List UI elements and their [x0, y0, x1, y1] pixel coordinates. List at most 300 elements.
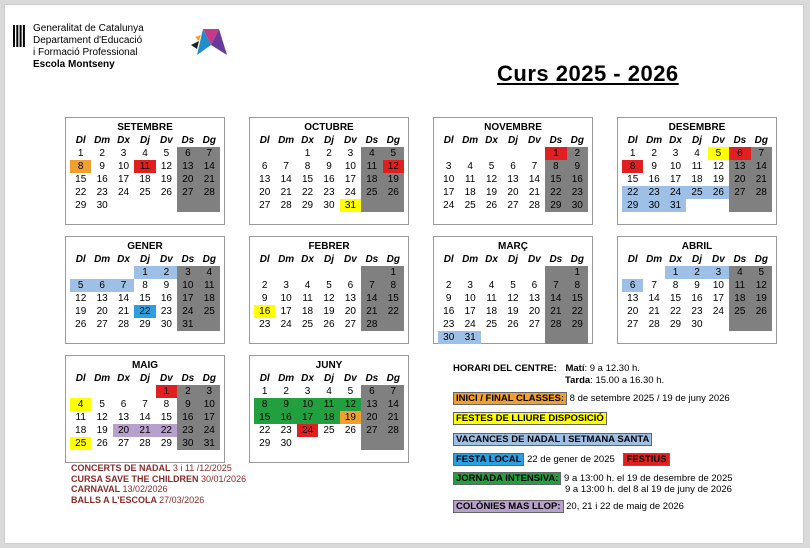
day-cell: 16 [177, 411, 198, 424]
day-cell: 23 [259, 319, 271, 330]
day-cell: 21 [648, 306, 660, 317]
day-cell: 27 [177, 186, 198, 199]
empty-cell [297, 437, 318, 450]
day-cell: 22 [134, 305, 155, 318]
day-cell: 11 [318, 398, 339, 411]
weekday-header: Dx [669, 135, 682, 146]
day-cell: 7 [199, 147, 220, 160]
legend-vacances: VACANCES DE NADAL I SETMANA SANTA [453, 434, 652, 445]
gencat-logo-icon [13, 25, 25, 47]
empty-cell [254, 147, 275, 160]
day-cell: 25 [486, 319, 498, 330]
day-cell: 1 [665, 266, 686, 279]
day-cell: 28 [648, 319, 660, 330]
day-cell: 17 [297, 411, 318, 424]
day-cell: 18 [318, 411, 339, 424]
weekday-header: Dl [443, 254, 454, 265]
day-cell: 20 [177, 173, 198, 186]
day-cell: 14 [545, 292, 566, 305]
day-cell: 3 [304, 386, 311, 397]
weekday-header: Dg [386, 135, 400, 146]
day-cell: 29 [670, 319, 682, 330]
day-cell: 8 [304, 161, 311, 172]
day-cell: 28 [361, 318, 382, 331]
day-cell: 11 [302, 293, 313, 304]
day-cell: 21 [545, 305, 566, 318]
day-cell: 1 [134, 266, 155, 279]
weekday-header: Dm [278, 373, 295, 384]
day-cell: 2 [651, 148, 657, 159]
legend-tarda: Tarda: 15.00 a 16.30 h. [565, 375, 665, 386]
weekday-header: Dj [691, 135, 702, 146]
day-cell: 1 [383, 266, 404, 279]
empty-cell [275, 147, 296, 160]
empty-cell [113, 266, 134, 279]
day-cell: 27 [118, 438, 130, 449]
empty-cell [383, 199, 404, 212]
day-cell: 9 [445, 293, 452, 304]
day-cell: 13 [361, 398, 382, 411]
day-cell: 14 [383, 398, 404, 411]
weekday-header: Dx [301, 373, 314, 384]
day-cell: 10 [344, 161, 356, 172]
legend-lliure-disposicio: FESTES DE LLIURE DISPOSICIÓ [453, 413, 607, 424]
weekday-header: Dm [278, 135, 295, 146]
day-cell: 8 [545, 160, 566, 173]
day-cell: 12 [507, 293, 519, 304]
day-cell: 4 [729, 266, 750, 279]
weekday-header: Dv [712, 254, 725, 265]
day-cell: 24 [177, 305, 198, 318]
month-desembre [617, 117, 777, 225]
day-cell: 15 [302, 174, 314, 185]
weekday-header: Dl [259, 254, 270, 265]
day-cell: 12 [486, 174, 498, 185]
day-cell: 28 [528, 200, 540, 211]
empty-cell [686, 199, 707, 212]
day-cell: 5 [510, 280, 516, 291]
weekday-header: Dv [528, 254, 541, 265]
weekday-header: Dg [202, 254, 216, 265]
empty-cell [383, 437, 404, 450]
day-cell: 13 [507, 174, 519, 185]
day-cell: 26 [486, 200, 498, 211]
day-cell: 6 [91, 279, 112, 292]
day-cell: 17 [712, 293, 724, 304]
weekday-header: Dx [117, 373, 130, 384]
day-cell: 3 [120, 148, 127, 159]
day-cell: 23 [443, 319, 455, 330]
day-cell: 1 [304, 148, 311, 159]
day-cell: 5 [383, 147, 404, 160]
day-cell: 25 [139, 187, 151, 198]
day-cell: 9 [326, 161, 332, 172]
day-cell: 18 [729, 292, 750, 305]
day-cell: 30 [323, 200, 335, 211]
empty-cell [113, 199, 134, 212]
day-cell: 19 [160, 174, 172, 185]
day-cell: 28 [139, 438, 151, 449]
day-cell: 22 [259, 425, 271, 436]
weekday-header: Ds [365, 373, 379, 384]
day-cell: 20 [361, 411, 382, 424]
month-febrer [249, 236, 409, 344]
day-cell: 12 [96, 412, 108, 423]
weekday-header: Dx [117, 254, 130, 265]
empty-cell [459, 147, 480, 160]
weekday-header: Ds [733, 135, 747, 146]
weekday-header: Dl [75, 135, 86, 146]
day-cell: 27 [729, 186, 750, 199]
day-cell: 3 [467, 280, 473, 291]
month-days-grid [66, 372, 224, 450]
day-cell: 6 [510, 161, 516, 172]
day-cell: 10 [712, 280, 724, 291]
empty-cell [134, 199, 155, 212]
day-cell: 1 [629, 148, 636, 159]
weekday-header: Dm [646, 135, 663, 146]
day-cell: 24 [118, 187, 130, 198]
day-cell: 21 [751, 173, 772, 186]
day-cell: 11 [464, 174, 476, 185]
month-name: DESEMBRE [668, 122, 726, 133]
month-maig [65, 355, 225, 463]
day-cell: 5 [99, 399, 105, 410]
day-cell: 24 [712, 306, 724, 317]
weekday-header: Dl [259, 135, 270, 146]
month-days-grid [66, 253, 224, 331]
empty-cell [502, 147, 523, 160]
day-cell: 12 [160, 161, 172, 172]
weekday-header: Dl [75, 254, 86, 265]
weekday-header: Ds [181, 135, 195, 146]
day-cell: 5 [708, 147, 729, 160]
day-cell: 24 [280, 319, 292, 330]
day-cell: 25 [70, 437, 91, 450]
weekday-header: Dv [160, 373, 173, 384]
day-cell: 16 [691, 293, 703, 304]
month-name: JUNY [315, 360, 343, 371]
day-cell: 24 [344, 187, 356, 198]
day-cell: 14 [361, 292, 382, 305]
day-cell: 7 [113, 279, 134, 292]
day-cell: 24 [665, 186, 686, 199]
weekday-header: Dv [160, 254, 173, 265]
day-cell: 4 [199, 266, 220, 279]
empty-cell [729, 318, 750, 331]
day-cell: 4 [361, 147, 382, 160]
day-cell: 13 [344, 293, 356, 304]
weekday-header: Dm [94, 373, 111, 384]
day-cell: 25 [199, 305, 220, 318]
day-cell: 10 [280, 293, 292, 304]
day-cell: 2 [99, 148, 105, 159]
day-cell: 15 [254, 411, 275, 424]
day-cell: 29 [545, 199, 566, 212]
day-cell: 29 [302, 200, 314, 211]
month-days-grid [434, 134, 592, 212]
day-cell: 28 [383, 424, 404, 437]
empty-cell [708, 318, 729, 331]
day-cell: 8 [622, 160, 643, 173]
empty-cell [438, 147, 459, 160]
weekday-header: Dm [94, 254, 111, 265]
weekday-header: Dj [323, 135, 334, 146]
weekday-header: Dx [301, 135, 314, 146]
empty-cell [567, 331, 588, 344]
day-cell: 8 [254, 398, 275, 411]
empty-cell [361, 266, 382, 279]
weekday-header: Dg [386, 254, 400, 265]
day-cell: 23 [96, 187, 108, 198]
weekday-header: Dj [691, 254, 702, 265]
day-cell: 31 [459, 331, 480, 344]
day-cell: 7 [283, 161, 289, 172]
day-cell: 3 [283, 280, 289, 291]
day-cell: 18 [302, 306, 314, 317]
day-cell: 8 [70, 160, 91, 173]
empty-cell [643, 266, 664, 279]
day-cell: 11 [199, 279, 220, 292]
day-cell: 12 [75, 293, 87, 304]
day-cell: 5 [70, 279, 91, 292]
day-cell: 18 [199, 292, 220, 305]
day-cell: 10 [199, 398, 220, 411]
day-cell: 9 [567, 160, 588, 173]
month-name: ABRIL [681, 241, 713, 252]
day-cell: 3 [199, 385, 220, 398]
day-cell: 21 [280, 187, 292, 198]
day-cell: 17 [670, 174, 682, 185]
empty-cell [383, 318, 404, 331]
day-cell: 26 [96, 438, 108, 449]
day-cell: 17 [280, 306, 292, 317]
weekday-header: Ds [181, 254, 195, 265]
day-cell: 14 [528, 174, 540, 185]
day-cell: 2 [567, 147, 588, 160]
day-cell: 28 [751, 186, 772, 199]
day-cell: 26 [383, 186, 404, 199]
weekday-header: Dv [528, 135, 541, 146]
school-logo-icon [189, 23, 235, 59]
day-cell: 18 [139, 174, 151, 185]
day-cell: 29 [75, 200, 87, 211]
empty-cell [708, 199, 729, 212]
day-cell: 6 [729, 147, 750, 160]
day-cell: 13 [729, 160, 750, 173]
empty-cell [751, 318, 772, 331]
day-cell: 6 [531, 280, 538, 291]
day-cell: 29 [160, 438, 172, 449]
page-title: Curs 2025 - 2026 [497, 61, 679, 86]
empty-cell [361, 199, 382, 212]
day-cell: 9 [694, 280, 700, 291]
day-cell: 16 [254, 305, 275, 318]
day-cell: 14 [199, 160, 220, 173]
day-cell: 17 [118, 174, 130, 185]
day-cell: 19 [712, 174, 724, 185]
day-cell: 15 [160, 412, 172, 423]
day-cell: 29 [567, 318, 588, 331]
weekday-header: Dj [139, 135, 150, 146]
weekday-header: Dx [117, 135, 130, 146]
day-cell: 6 [177, 147, 198, 160]
day-cell: 24 [297, 424, 318, 437]
day-cell: 10 [118, 161, 130, 172]
empty-cell [524, 147, 545, 160]
empty-cell [91, 385, 112, 398]
day-cell: 6 [622, 279, 643, 292]
day-cell: 27 [344, 319, 356, 330]
month-days-grid [250, 253, 408, 331]
day-cell: 25 [686, 186, 707, 199]
month-days-grid [250, 372, 408, 450]
empty-cell [545, 331, 566, 344]
day-cell: 1 [545, 147, 566, 160]
day-cell: 14 [139, 412, 151, 423]
empty-cell [297, 266, 318, 279]
weekday-header: Dg [202, 135, 216, 146]
day-cell: 27 [361, 424, 382, 437]
empty-cell [361, 437, 382, 450]
day-cell: 20 [113, 424, 134, 437]
weekday-header: Dg [202, 373, 216, 384]
day-cell: 26 [323, 319, 335, 330]
month-gener [65, 236, 225, 344]
day-cell: 13 [627, 293, 639, 304]
day-cell: 22 [567, 305, 588, 318]
day-cell: 13 [96, 293, 108, 304]
event-item: CURSA SAVE THE CHILDREN 30/01/2026 [71, 473, 247, 484]
day-cell: 5 [347, 386, 354, 397]
day-cell: 4 [142, 148, 148, 159]
event-item: CONCERTS DE NADAL 3 i 11 /12/2025 [71, 463, 232, 473]
weekday-header: Dl [75, 373, 86, 384]
org-line-3: i Formació Professional [33, 47, 138, 58]
day-cell: 3 [672, 148, 679, 159]
weekday-header: Dv [344, 254, 357, 265]
weekday-header: Dg [570, 135, 584, 146]
weekday-header: Dj [507, 254, 518, 265]
day-cell: 12 [383, 160, 404, 173]
day-cell: 22 [545, 186, 566, 199]
month-novembre [433, 117, 593, 225]
day-cell: 12 [323, 293, 335, 304]
day-cell: 19 [383, 173, 404, 186]
month-name: SETEMBRE [117, 122, 173, 133]
empty-cell [524, 266, 545, 279]
legend-horari: HORARI DEL CENTRE: Matí: 9 a 12.30 h. [453, 363, 640, 374]
day-cell: 16 [275, 411, 296, 424]
weekday-header: Dg [386, 373, 400, 384]
day-cell: 2 [283, 386, 289, 397]
day-cell: 4 [70, 398, 91, 411]
empty-cell [318, 266, 339, 279]
day-cell: 13 [259, 174, 271, 185]
day-cell: 20 [96, 306, 108, 317]
events-list [71, 463, 246, 505]
weekday-header: Dg [754, 135, 768, 146]
day-cell: 27 [96, 319, 108, 330]
day-cell: 9 [177, 398, 198, 411]
empty-cell [524, 331, 545, 344]
day-cell: 22 [156, 424, 177, 437]
day-cell: 8 [567, 279, 588, 292]
weekday-header: Dx [669, 254, 682, 265]
day-cell: 11 [134, 160, 155, 173]
legend-festa-local: FESTA LOCAL 22 de gener de 2025 FESTIUS [453, 454, 670, 465]
day-cell: 21 [361, 305, 382, 318]
day-cell: 7 [651, 280, 657, 291]
day-cell: 30 [691, 319, 703, 330]
weekday-header: Dj [323, 373, 334, 384]
day-cell: 26 [751, 305, 772, 318]
day-cell: 10 [670, 161, 682, 172]
day-cell: 6 [120, 399, 127, 410]
day-cell: 14 [280, 174, 292, 185]
legend-festius: FESTIUS [623, 453, 669, 466]
day-cell: 9 [651, 161, 657, 172]
day-cell: 30 [438, 331, 459, 344]
day-cell: 16 [160, 293, 172, 304]
day-cell: 23 [567, 186, 588, 199]
weekday-header: Dx [301, 254, 314, 265]
day-cell: 7 [751, 147, 772, 160]
empty-cell [156, 199, 177, 212]
day-cell: 7 [545, 279, 566, 292]
day-cell: 30 [177, 437, 198, 450]
empty-cell [340, 437, 361, 450]
weekday-header: Ds [365, 254, 379, 265]
weekday-header: Dl [627, 135, 638, 146]
event-item: BALLS A L'ESCOLA 27/03/2026 [71, 494, 205, 505]
day-cell: 27 [528, 319, 540, 330]
org-line-1: Generalitat de Catalunya [33, 23, 144, 34]
empty-cell [199, 199, 220, 212]
day-cell: 26 [507, 319, 519, 330]
day-cell: 6 [347, 280, 354, 291]
day-cell: 31 [199, 437, 220, 450]
day-cell: 16 [648, 174, 660, 185]
day-cell: 1 [261, 386, 268, 397]
day-cell: 14 [751, 160, 772, 173]
day-cell: 21 [134, 424, 155, 437]
day-cell: 15 [670, 293, 682, 304]
weekday-header: Dl [627, 254, 638, 265]
day-cell: 26 [708, 186, 729, 199]
event-item: CARNAVAL 13/02/2026 [71, 484, 168, 494]
day-cell: 14 [118, 293, 130, 304]
month-setembre [65, 117, 225, 225]
header [13, 23, 144, 71]
day-cell: 19 [96, 425, 108, 436]
day-cell: 9 [163, 280, 170, 291]
day-cell: 23 [643, 186, 664, 199]
empty-cell [622, 266, 643, 279]
day-cell: 6 [361, 385, 382, 398]
calendar-page [4, 4, 804, 544]
empty-cell [340, 266, 361, 279]
day-cell: 29 [139, 319, 151, 330]
day-cell: 26 [75, 319, 87, 330]
day-cell: 31 [665, 199, 686, 212]
day-cell: 12 [751, 279, 772, 292]
day-cell: 20 [507, 187, 519, 198]
day-cell: 15 [567, 292, 588, 305]
month-days-grid [618, 134, 776, 212]
weekday-header: Dv [712, 135, 725, 146]
day-cell: 27 [507, 200, 519, 211]
